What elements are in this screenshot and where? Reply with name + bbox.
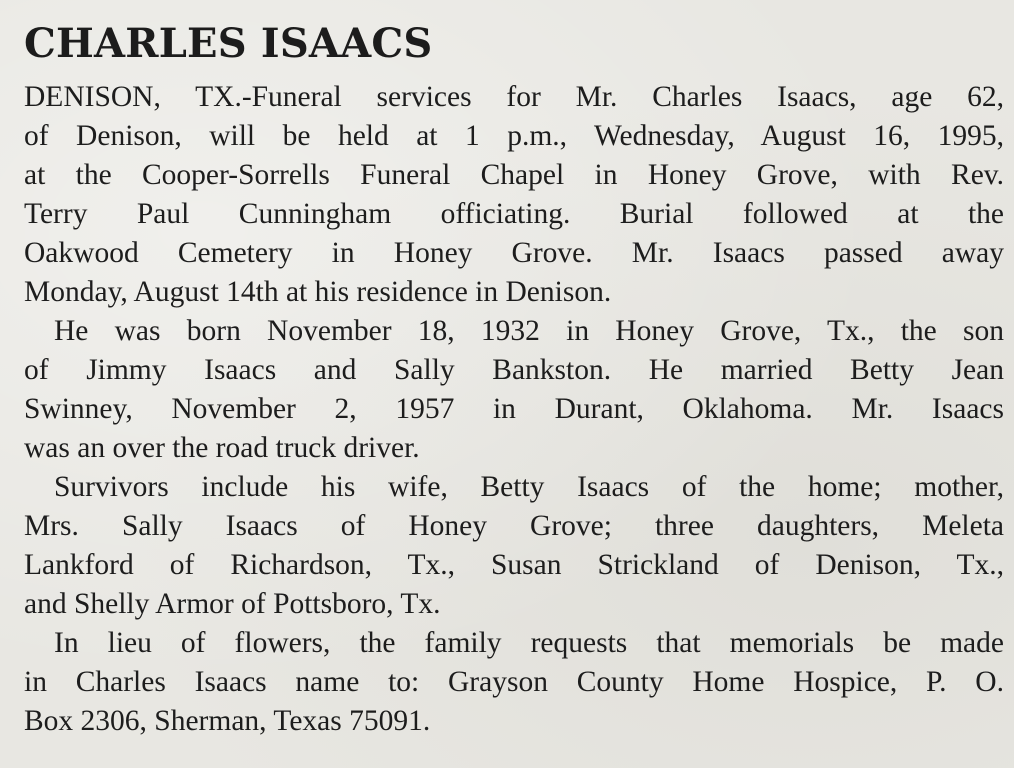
text-line: in Charles Isaacs name to: Grayson County Home Hospice, P. O.	[24, 666, 1004, 698]
text-line: Survivors include his wife, Betty Isaacs of the home; mother,	[54, 471, 1004, 503]
text-line: In lieu of flowers, the family requests that memorials be made	[54, 627, 1004, 659]
text-line: Mrs. Sally Isaacs of Honey Grove; three daughters, Meleta	[24, 510, 1004, 542]
text-line: Box 2306, Sherman, Texas 75091.	[24, 705, 431, 737]
text-line: was an over the road truck driver.	[24, 432, 420, 464]
text-line: DENISON, TX.-Funeral services for Mr. Charles Isaacs, age 62,	[24, 81, 1004, 113]
text-line: and Shelly Armor of Pottsboro, Tx.	[24, 588, 441, 620]
text-line: Monday, August 14th at his residence in Denison.	[24, 276, 612, 308]
text-line: Terry Paul Cunningham officiating. Burial followed at the	[24, 198, 1004, 230]
text-line: at the Cooper-Sorrells Funeral Chapel in Honey Grove, with Rev.	[24, 159, 1004, 191]
obituary-body	[24, 78, 1004, 741]
obituary-headline: CHARLES ISAACS	[24, 20, 433, 67]
text-line: Lankford of Richardson, Tx., Susan Strickland of Denison, Tx.,	[24, 549, 1004, 581]
text-line: He was born November 18, 1932 in Honey Grove, Tx., the son	[54, 315, 1004, 347]
text-line: of Jimmy Isaacs and Sally Bankston. He married Betty Jean	[24, 354, 1004, 386]
text-line: Swinney, November 2, 1957 in Durant, Oklahoma. Mr. Isaacs	[24, 393, 1004, 425]
text-line: Oakwood Cemetery in Honey Grove. Mr. Isaacs passed away	[24, 237, 1004, 269]
text-line: of Denison, will be held at 1 p.m., Wednesday, August 16, 1995,	[24, 120, 1004, 152]
